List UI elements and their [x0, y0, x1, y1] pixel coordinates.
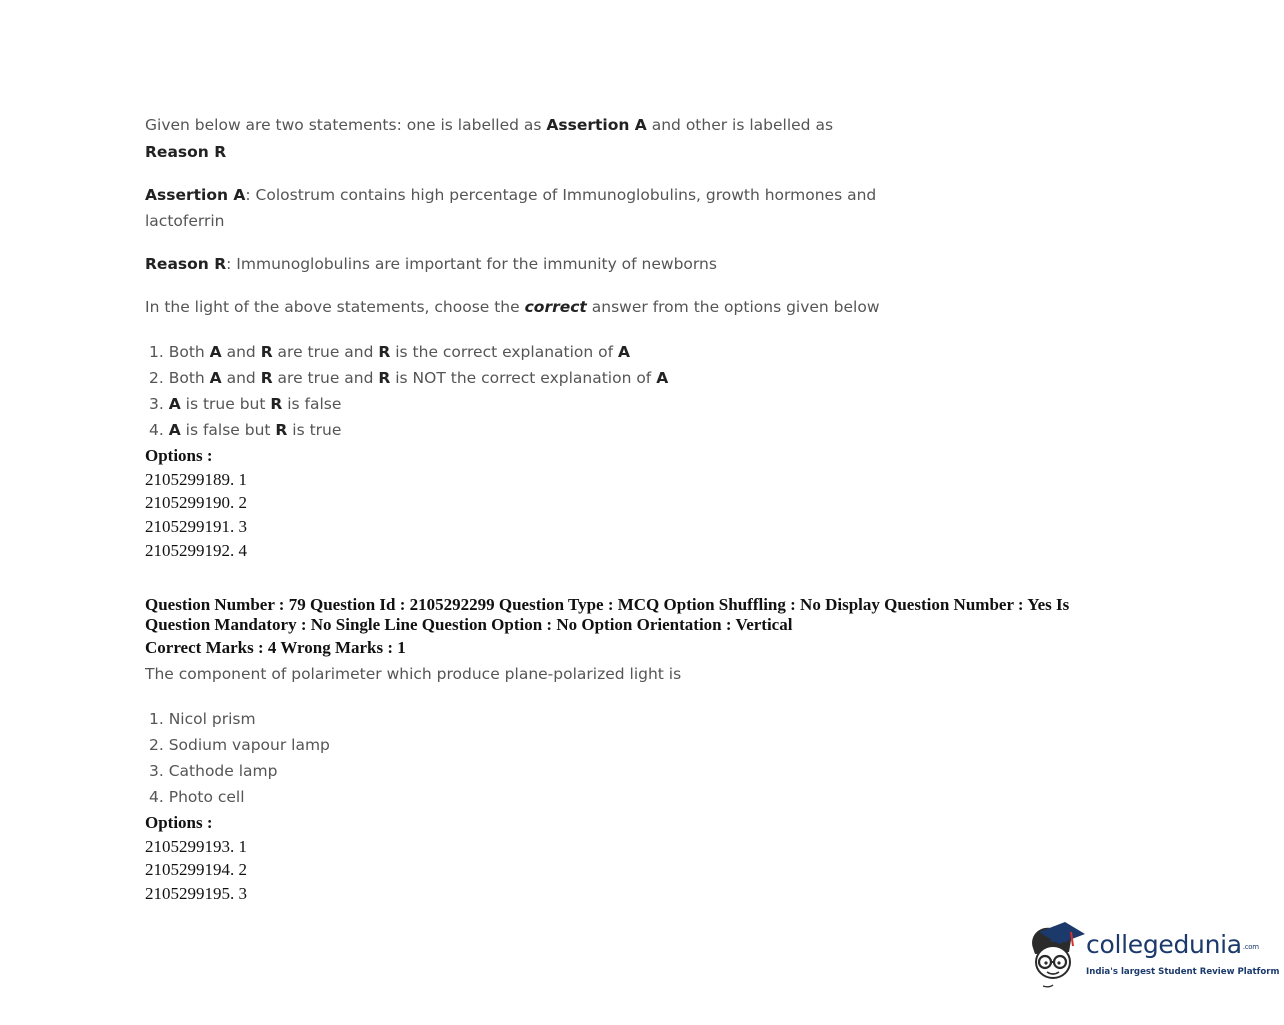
q1-options	[145, 444, 247, 562]
q1-option-1: 2105299189. 1	[145, 469, 247, 489]
q2-choice-4: 4. Photo cell	[149, 788, 245, 806]
q1-intro: Given below are two statements: one is labelled as Assertion A and other is labelled as	[145, 116, 834, 134]
q1-choice-3: 3. A is true but R is false	[149, 395, 342, 413]
q1-assertion-cont: lactoferrin	[145, 212, 225, 230]
q2-option-2: 2105299194. 2	[145, 860, 247, 880]
logo-wordmark: collegedunia.com	[1086, 930, 1259, 959]
q2-option-3: 2105299195. 3	[145, 884, 247, 904]
q2-meta-line1: Question Number : 79 Question Id : 2105292299 Question Type : MCQ Option Shuffling : No Display Question Number : Yes Is	[145, 595, 1070, 614]
q2-choice-list	[149, 706, 330, 810]
q1-reason: Reason R: Immunoglobulins are important for the immunity of newborns	[145, 255, 717, 273]
q2-choice-1: 1. Nicol prism	[149, 710, 256, 728]
q2-meta-line2: Question Mandatory : No Single Line Question Option : No Option Orientation : Vertical	[145, 615, 793, 634]
q2-question: The component of polarimeter which produce plane-polarized light is	[145, 665, 682, 683]
q2-choice-2: 2. Sodium vapour lamp	[149, 736, 330, 754]
q1-choice-2: 2. Both A and R are true and R is NOT the correct explanation of A	[149, 369, 669, 387]
collegedunia-logo	[1025, 918, 1280, 990]
q1-intro-reason: Reason R	[145, 143, 227, 161]
q1-choice-4: 4. A is false but R is true	[149, 421, 342, 439]
q2-meta	[145, 595, 1105, 635]
q2-option-1: 2105299193. 1	[145, 836, 247, 856]
logo-tagline: India's largest Student Review Platform	[1086, 967, 1280, 977]
q2-marks: Correct Marks : 4 Wrong Marks : 1	[145, 638, 406, 657]
q2-options	[145, 811, 247, 906]
q2-choice-3: 3. Cathode lamp	[149, 762, 278, 780]
q2-options-label: Options :	[145, 813, 213, 832]
q1-option-2: 2105299190. 2	[145, 493, 247, 513]
q1-choice-1: 1. Both A and R are true and R is the correct explanation of A	[149, 343, 630, 361]
q1-instruction: In the light of the above statements, choose the correct answer from the options given below	[145, 298, 880, 316]
q1-assertion: Assertion A: Colostrum contains high percentage of Immunoglobulins, growth hormones and	[145, 186, 877, 204]
q1-options-label: Options :	[145, 446, 213, 465]
q1-option-4: 2105299192. 4	[145, 540, 247, 560]
q1-choice-list	[149, 339, 668, 443]
mascot-icon	[1025, 918, 1085, 990]
q1-option-3: 2105299191. 3	[145, 517, 247, 537]
